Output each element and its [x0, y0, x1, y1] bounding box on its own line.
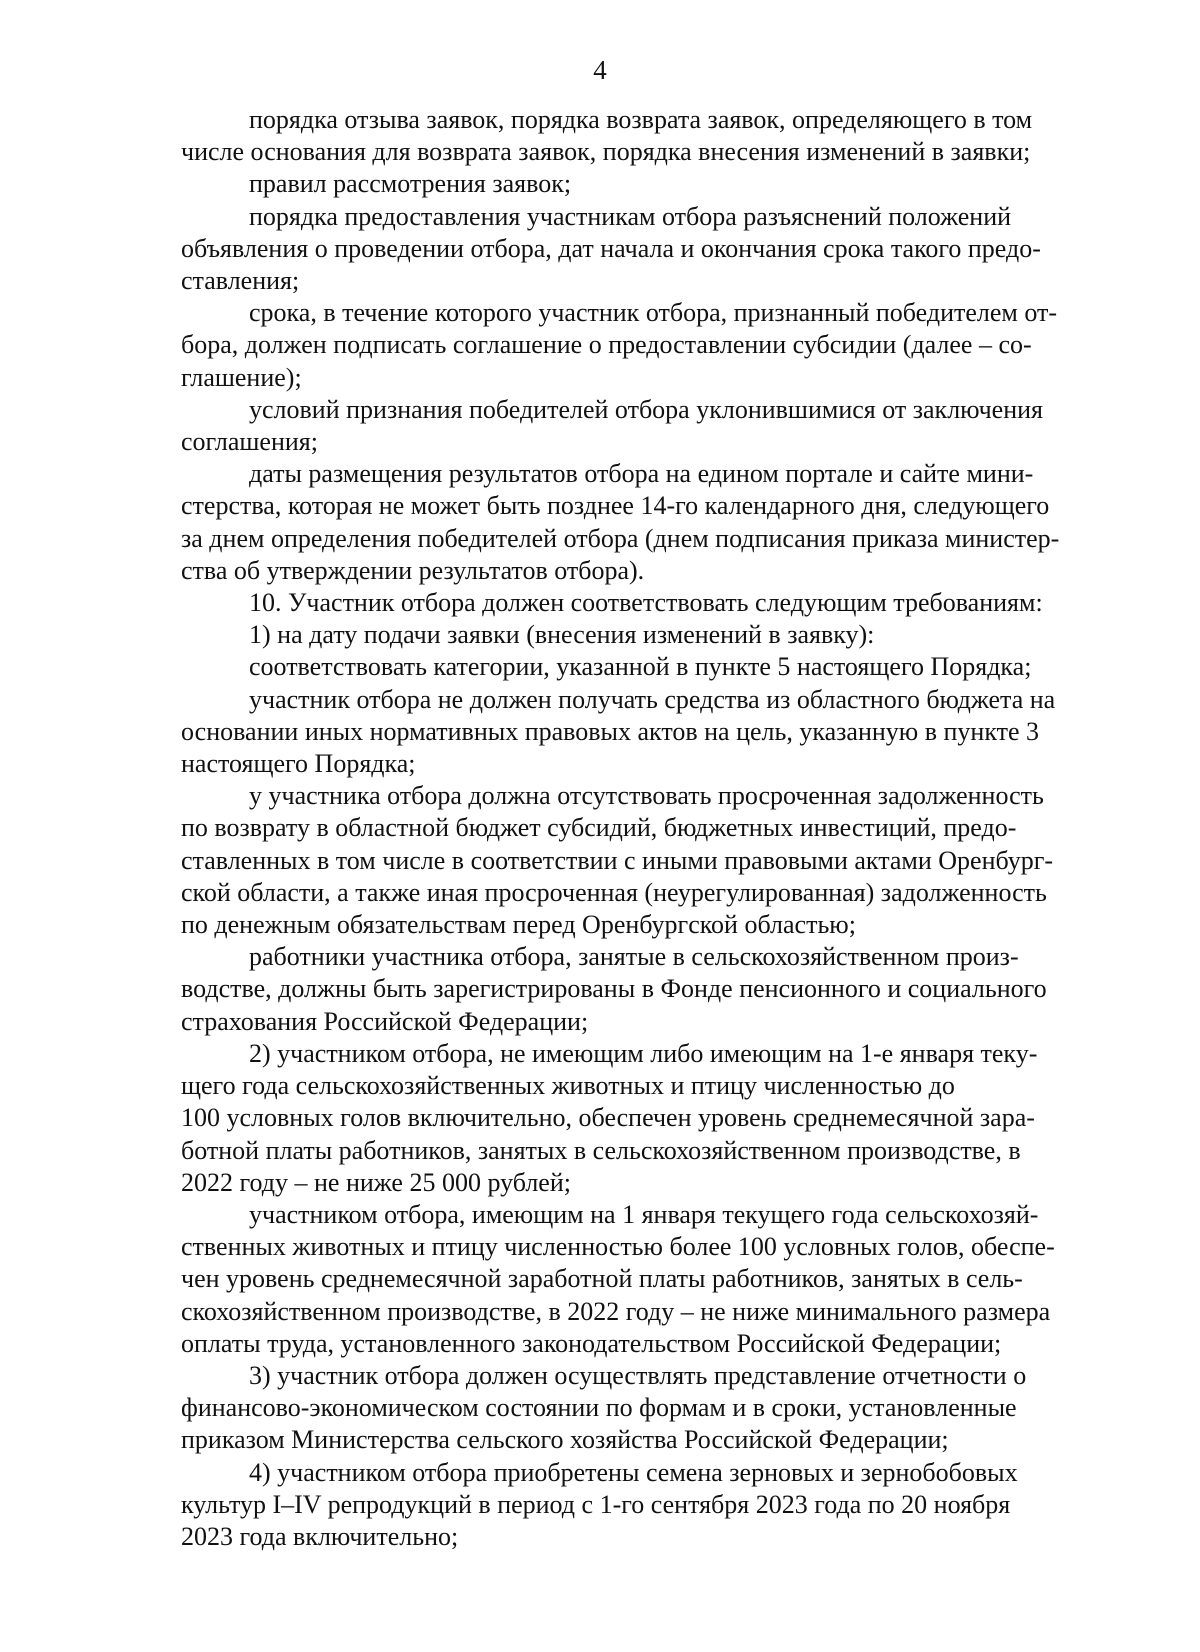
paragraph: условий признания победителей отбора уклонившимися от заключения соглашения;: [181, 394, 1044, 457]
paragraph: 2) участником отбора, не имеющим либо имеющим на 1-е января теку- щего года сельскохозяйственных животных и птицу численностью до 100 условных голов включительно, обеспечен уровень среднемесячной зара- ботной платы работников, занятых в сельскохозяйственном производстве, в 2022 году – не ниже 25 000 рублей;: [181, 1038, 1038, 1197]
paragraph: 1) на дату подачи заявки (внесения изменений в заявку):: [249, 620, 875, 650]
page-number: 4: [593, 55, 607, 85]
document-body: [181, 104, 1123, 1553]
paragraph: правил рассмотрения заявок;: [249, 169, 572, 199]
paragraph: работники участника отбора, занятые в сельскохозяйственном произ- водстве, должны быть зарегистрированы в Фонде пенсионного и социального страхования Российской Федерации;: [181, 942, 1047, 1036]
paragraph: у участника отбора должна отсутствовать просроченная задолженность по возврату в областной бюджет субсидий, бюджетных инвестиций, предо- ставленных в том числе в соответствии с иными правовыми актами Оренбург- ской области, а также иная просроченная (неурегулированная) задолженность по денежным обязательствам перед Оренбургской областью;: [181, 781, 1054, 940]
paragraph: порядка отзыва заявок, порядка возврата заявок, определяющего в том числе основания для возврата заявок, порядка внесения изменений в заявки;: [181, 105, 1033, 167]
paragraph: даты размещения результатов отбора на едином портале и сайте мини- стерства, которая не может быть позднее 14-го календарного дня, следующего за днем определения победителей отбора (днем подписания приказа министер- ства об утверждении результатов отбора).: [181, 459, 1060, 585]
paragraph: 10. Участник отбора должен соответствовать следующим требованиям:: [249, 588, 1043, 618]
paragraph: срока, в течение которого участник отбора, признанный победителем от- бора, должен подписать соглашение о предоставлении субсидии (далее – со- глашение);: [181, 298, 1058, 392]
paragraph: участником отбора, имеющим на 1 января текущего года сельскохозяй- ственных животных и птицу численностью более 100 условных голов, обеспе- чен уровень среднемесячной заработной платы работников, занятых в сель- скохозяйственном производстве, в 2022 году – не ниже минимального размера оплаты труда, установленного законодательством Российской Федерации;: [181, 1199, 1055, 1358]
paragraph: соответствовать категории, указанной в пункте 5 настоящего Порядка;: [249, 652, 1032, 682]
paragraph: порядка предоставления участникам отбора разъяснений положений объявления о проведении отбора, дат начала и окончания срока такого предо- ставления;: [181, 201, 1041, 296]
paragraph: 3) участник отбора должен осуществлять представление отчетности о финансово-экономическом состоянии по формам и в сроки, установленные приказом Министерства сельского хозяйства Российской Федерации;: [181, 1360, 1027, 1455]
paragraph: 4) участником отбора приобретены семена зерновых и зернобобовых культур I–IV репродукций в период с 1-го сентября 2023 года по 20 ноября 2023 года включительно;: [181, 1457, 1018, 1551]
paragraph: участник отбора не должен получать средства из областного бюджета на основании иных нормативных правовых актов на цель, указанную в пункте 3 настоящего Порядка;: [181, 684, 1056, 779]
